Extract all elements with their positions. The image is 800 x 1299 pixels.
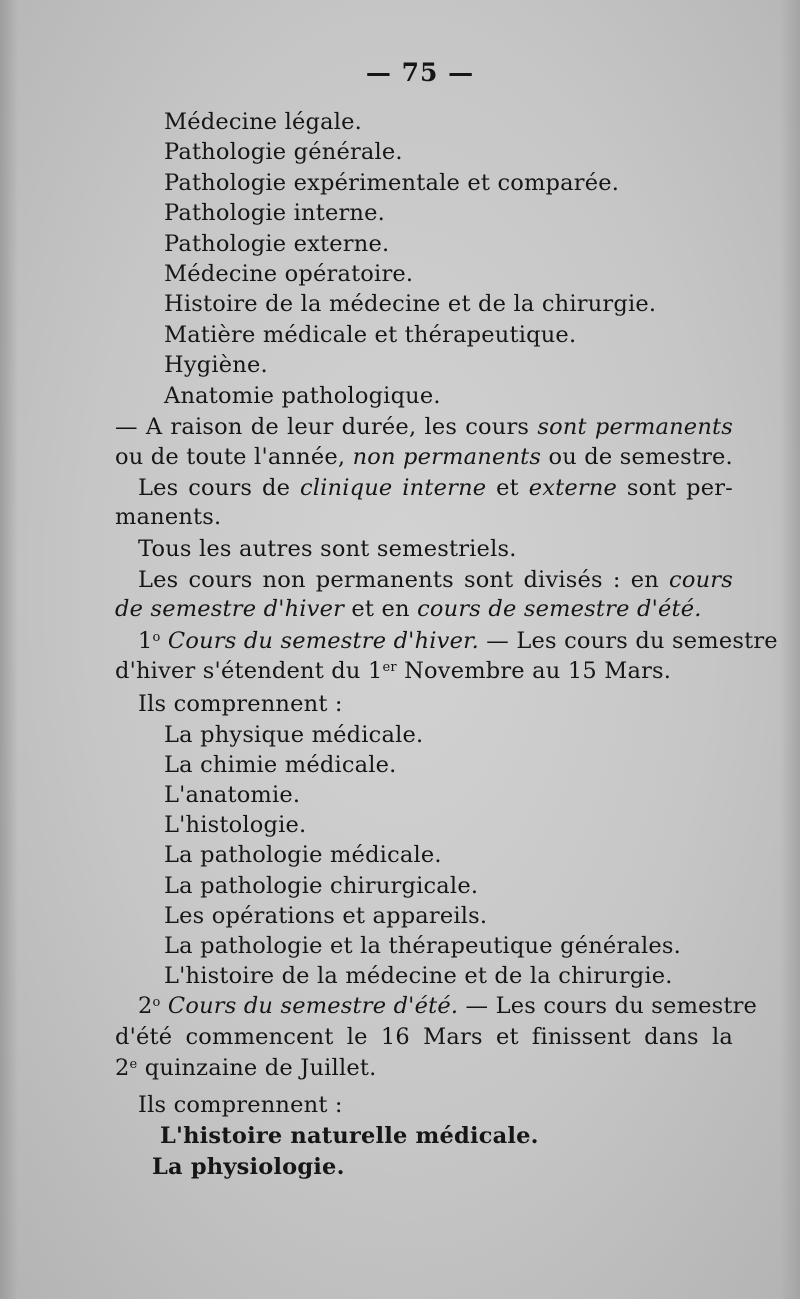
- list-item: Matière médicale et thérapeutique.: [164, 321, 577, 348]
- paragraph-duree-line-1: — A raison de leur durée, les cours sont permanents: [115, 414, 734, 440]
- paragraph-autres: Tous les autres sont semestriels.: [138, 536, 517, 562]
- list-item: Les opérations et appareils.: [164, 902, 488, 929]
- list-item: Anatomie pathologique.: [164, 382, 441, 409]
- list-item: L'histoire naturelle médicale.: [160, 1123, 539, 1149]
- list-item: Pathologie externe.: [164, 230, 390, 257]
- section-hiver-heading: 1$^o$ Cours du semestre d'hiver. — Les cours du semestre: [138, 628, 778, 654]
- list-item: L'anatomie.: [164, 782, 301, 809]
- list-item: La pathologie chirurgicale.: [164, 872, 479, 899]
- list-item: La pathologie et la thérapeutique générales.: [164, 932, 682, 959]
- list-item: Pathologie générale.: [164, 139, 403, 166]
- list-item: Histoire de la médecine et de la chirurgie.: [164, 291, 657, 318]
- paragraph-divises-line-1: Les cours non permanents sont divisés : en cours: [138, 567, 733, 593]
- paragraph-divises-line-2: de semestre d'hiver et en cours de semestre d'été.: [115, 596, 702, 622]
- page-shadow-left: [0, 0, 18, 1299]
- list-item: La physiologie.: [152, 1154, 345, 1180]
- paragraph-clinique-line-1: Les cours de clinique interne et externe sont per-: [138, 475, 733, 501]
- list-item: Pathologie interne.: [164, 200, 385, 227]
- list-item: Pathologie expérimentale et comparée.: [164, 169, 620, 196]
- hiver-comprennent: Ils comprennent :: [138, 691, 343, 717]
- list-item: L'histoire de la médecine et de la chirurgie.: [164, 962, 673, 989]
- ete-comprennent: Ils comprennent :: [138, 1092, 343, 1118]
- list-item: La pathologie médicale.: [164, 842, 442, 869]
- section-hiver-line-2: d'hiver s'étendent du 1er Novembre au 15 Mars.: [115, 658, 672, 684]
- list-item: La chimie médicale.: [164, 752, 397, 779]
- list-item: L'histologie.: [164, 812, 307, 839]
- section-ete-line-2: d'été commencent le 16 Mars et finissent dans la: [115, 1024, 733, 1050]
- page-shadow-right: [780, 0, 800, 1299]
- page-number: — 75 —: [365, 58, 475, 87]
- list-item: Médecine légale.: [164, 109, 363, 135]
- paragraph-duree-line-2: ou de toute l'année, non permanents ou de semestre.: [115, 444, 733, 470]
- list-item: Médecine opératoire.: [164, 261, 414, 287]
- section-ete-heading: 2$^o$ Cours du semestre d'été. — Les cours du semestre: [138, 993, 758, 1019]
- section-ete-line-3: 2e quinzaine de Juillet.: [115, 1055, 377, 1081]
- paragraph-clinique-line-2: manents.: [115, 504, 222, 530]
- list-item: Hygiène.: [164, 352, 268, 379]
- list-item: La physique médicale.: [164, 722, 424, 748]
